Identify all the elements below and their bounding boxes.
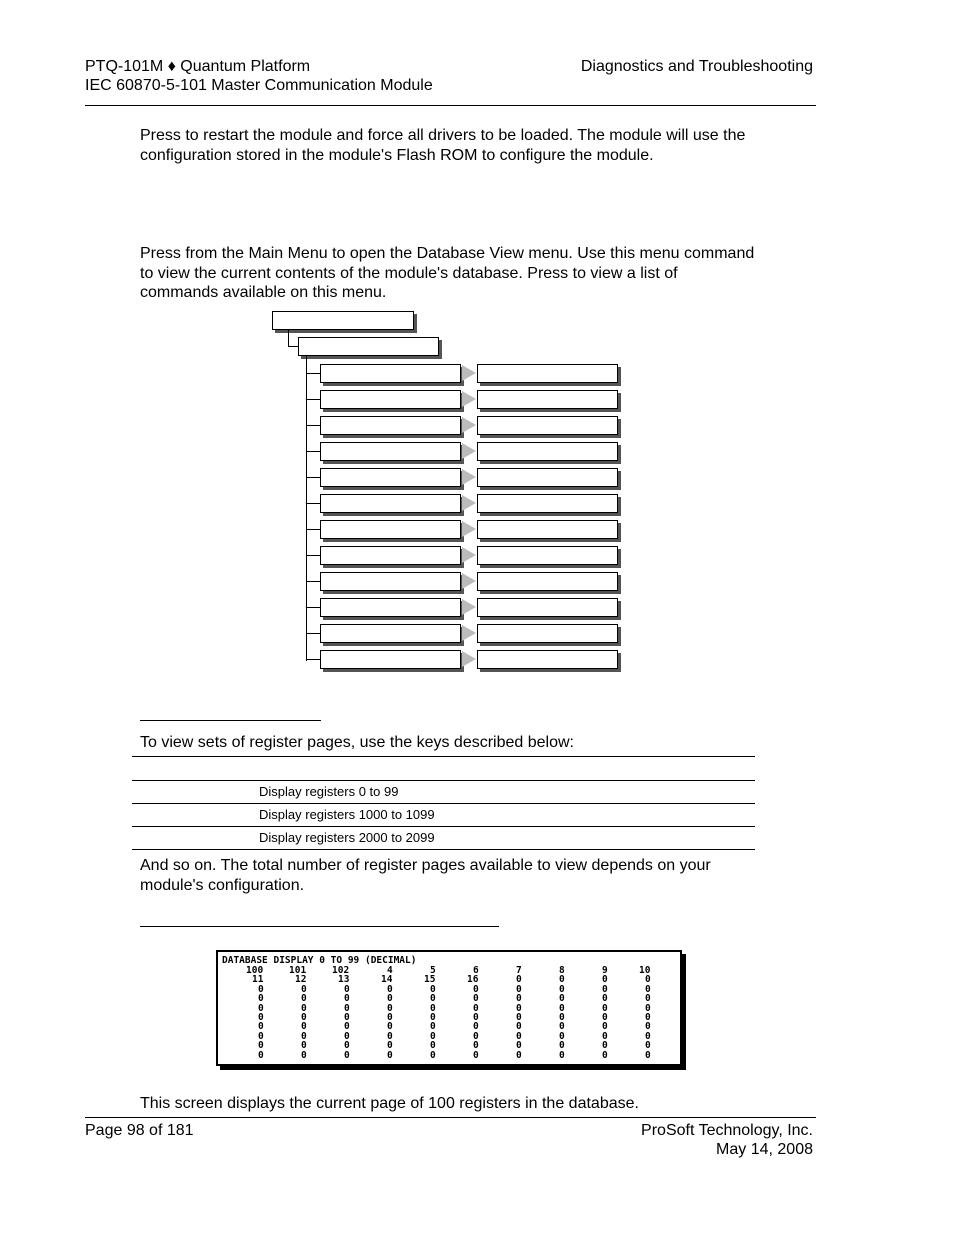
- tree-connector: [288, 330, 289, 347]
- tree-command-box: [320, 364, 461, 383]
- screen-cell: 0: [602, 1002, 608, 1014]
- screen-cell: 0: [430, 1030, 436, 1042]
- screen-cell: 0: [473, 1021, 479, 1033]
- tree-connector: [306, 555, 320, 556]
- screen-cell: 0: [602, 1040, 608, 1052]
- screen-cell: 0: [258, 983, 264, 995]
- screen-cell: 0: [602, 974, 608, 986]
- tree-result-box: [477, 494, 618, 513]
- screen-cell: 0: [344, 1021, 350, 1033]
- tree-arrow-icon: [462, 365, 476, 381]
- screen-cell: 0: [516, 1002, 522, 1014]
- screen-title: DATABASE DISPLAY 0 TO 99 (DECIMAL): [222, 955, 417, 966]
- table-rule: [132, 849, 755, 850]
- screen-cell: 0: [387, 1030, 393, 1042]
- database-display-screen: [216, 950, 682, 1066]
- screen-cell: 0: [645, 1040, 651, 1052]
- tree-arrow-icon: [462, 469, 476, 485]
- tree-result-box: [477, 598, 618, 617]
- tree-connector: [306, 373, 320, 374]
- tree-command-box: [320, 442, 461, 461]
- screen-cell: 0: [559, 1012, 565, 1023]
- screen-cell: 0: [559, 974, 565, 986]
- screen-cell: 4: [387, 965, 393, 976]
- table-row: Display registers 0 to 99: [259, 784, 399, 799]
- screen-cell: 0: [387, 1021, 393, 1033]
- tree-connector: [306, 503, 320, 504]
- screen-cell: 0: [559, 1040, 565, 1052]
- tree-command-box: [320, 624, 461, 643]
- screen-cell: 0: [516, 983, 522, 995]
- tree-result-box: [477, 624, 618, 643]
- screen-cell: 11: [252, 974, 264, 986]
- tree-arrow-icon: [462, 599, 476, 615]
- tree-connector: [306, 356, 307, 661]
- screen-cell: 0: [645, 1021, 651, 1033]
- screen-cell: 0: [602, 1012, 608, 1023]
- tree-root-box: [272, 311, 414, 330]
- tree-result-box: [477, 468, 618, 487]
- screen-cell: 0: [516, 1012, 522, 1023]
- screen-cell: 13: [338, 974, 350, 986]
- screen-cell: 0: [430, 1012, 436, 1023]
- screen-cell: 9: [602, 965, 608, 976]
- tree-result-box: [477, 546, 618, 565]
- tree-command-box: [320, 650, 461, 669]
- register-keys-intro: To view sets of register pages, use the keys described below:: [140, 734, 574, 751]
- table-rule: [132, 780, 755, 781]
- tree-command-box: [320, 572, 461, 591]
- screen-cell: 0: [430, 1021, 436, 1033]
- screen-cell: 0: [387, 1012, 393, 1023]
- screen-cell: 0: [301, 983, 307, 995]
- screen-cell: 0: [387, 993, 393, 1005]
- screen-cell: 0: [559, 1049, 565, 1061]
- screen-cell: 0: [473, 983, 479, 995]
- screen-cell: 0: [602, 993, 608, 1005]
- tree-connector: [306, 581, 320, 582]
- screen-cell: 0: [344, 1040, 350, 1052]
- screen-cell: 0: [344, 983, 350, 995]
- tree-command-box: [320, 546, 461, 565]
- table-rule: [132, 803, 755, 804]
- screen-cell: 7: [516, 965, 522, 976]
- section-underline: [140, 720, 321, 721]
- screen-cell: 0: [602, 1030, 608, 1042]
- tree-command-box: [320, 416, 461, 435]
- screen-cell: 0: [344, 1030, 350, 1042]
- tree-arrow-icon: [462, 417, 476, 433]
- screen-cell: 5: [430, 965, 436, 976]
- tree-arrow-icon: [462, 521, 476, 537]
- tree-command-box: [320, 520, 461, 539]
- footer-rule: [85, 1117, 816, 1118]
- tree-result-box: [477, 520, 618, 539]
- screen-cell: 0: [430, 1040, 436, 1052]
- screen-cell: 6: [473, 965, 479, 976]
- tree-connector: [306, 399, 320, 400]
- tree-connector: [306, 425, 320, 426]
- screen-cell: 0: [430, 993, 436, 1005]
- page-number: Page 98 of 181: [85, 1122, 194, 1139]
- section-underline: [140, 926, 499, 927]
- table-row: Display registers 2000 to 2099: [259, 830, 435, 845]
- screen-cell: 0: [344, 1012, 350, 1023]
- tree-arrow-icon: [462, 651, 476, 667]
- tree-connector: [306, 607, 320, 608]
- screen-cell: 0: [258, 1021, 264, 1033]
- screen-cell: 0: [516, 1030, 522, 1042]
- screen-cell: 0: [645, 993, 651, 1005]
- table-rule: [132, 756, 755, 757]
- screen-cell: 0: [473, 1002, 479, 1014]
- screen-cell: 14: [381, 974, 393, 986]
- screen-cell: 0: [473, 1040, 479, 1052]
- screen-cell: 0: [516, 993, 522, 1005]
- screen-cell: 0: [301, 1002, 307, 1014]
- screen-cell: 102: [332, 965, 350, 976]
- screen-cell: 0: [344, 993, 350, 1005]
- screen-cell: 0: [602, 1021, 608, 1033]
- screen-cell: 100: [246, 965, 264, 976]
- tree-connector: [306, 529, 320, 530]
- tree-arrow-icon: [462, 573, 476, 589]
- header-rule: [85, 105, 816, 106]
- screen-cell: 0: [258, 993, 264, 1005]
- screen-cell: 0: [301, 1049, 307, 1061]
- screen-cell: 12: [295, 974, 307, 986]
- screen-cell: 0: [344, 1049, 350, 1061]
- tree-arrow-icon: [462, 625, 476, 641]
- table-row: Display registers 1000 to 1099: [259, 807, 435, 822]
- screen-cell: 16: [467, 974, 479, 986]
- screen-cell: 0: [301, 1040, 307, 1052]
- screen-cell: 0: [258, 1049, 264, 1061]
- screen-cell: 0: [387, 1002, 393, 1014]
- screen-cell: 0: [645, 1049, 651, 1061]
- tree-result-box: [477, 416, 618, 435]
- screen-cell: 0: [344, 1002, 350, 1014]
- tree-connector: [306, 633, 320, 634]
- screen-cell: 0: [258, 1012, 264, 1023]
- screen-description: This screen displays the current page of 100 registers in the database.: [140, 1095, 639, 1112]
- screen-cell: 0: [473, 1030, 479, 1042]
- tree-submenu-box: [298, 337, 439, 356]
- tree-command-box: [320, 468, 461, 487]
- screen-cell: 0: [473, 993, 479, 1005]
- screen-cell: 0: [559, 1021, 565, 1033]
- tree-arrow-icon: [462, 443, 476, 459]
- screen-cell: 0: [430, 1049, 436, 1061]
- screen-cell: 101: [289, 965, 307, 976]
- screen-cell: 0: [602, 983, 608, 995]
- footer-date: May 14, 2008: [716, 1141, 813, 1158]
- screen-cell: 0: [602, 1049, 608, 1061]
- tree-result-box: [477, 442, 618, 461]
- header-module: IEC 60870-5-101 Master Communication Module: [85, 77, 433, 94]
- tree-result-box: [477, 390, 618, 409]
- tree-result-box: [477, 650, 618, 669]
- tree-connector: [306, 477, 320, 478]
- screen-cell: 0: [473, 1049, 479, 1061]
- screen-cell: 0: [258, 1030, 264, 1042]
- screen-cell: 0: [258, 1002, 264, 1014]
- screen-cell: 0: [430, 983, 436, 995]
- screen-cell: 0: [559, 983, 565, 995]
- screen-cell: 0: [559, 1030, 565, 1042]
- database-view-paragraph: Press from the Main Menu to open the Database View menu. Use this menu command to view the current contents of the module's database. Press to view a list of commands available on this menu.: [140, 245, 755, 301]
- screen-cell: 0: [301, 1012, 307, 1023]
- screen-cell: 15: [424, 974, 436, 986]
- screen-cell: 0: [301, 1021, 307, 1033]
- tree-command-box: [320, 390, 461, 409]
- screen-cell: 0: [430, 1002, 436, 1014]
- tree-command-box: [320, 494, 461, 513]
- restart-paragraph: Press to restart the module and force all drivers to be loaded. The module will use the configuration stored in the module's Flash ROM to configure the module.: [140, 127, 746, 164]
- tree-connector: [306, 451, 320, 452]
- screen-cell: 0: [387, 1049, 393, 1061]
- screen-cell: 0: [516, 1040, 522, 1052]
- tree-connector: [288, 346, 298, 347]
- tree-result-box: [477, 364, 618, 383]
- screen-cell: 0: [645, 1002, 651, 1014]
- screen-cell: 10: [639, 965, 651, 976]
- screen-cell: 0: [559, 1002, 565, 1014]
- screen-cell: 0: [645, 983, 651, 995]
- header-section: Diagnostics and Troubleshooting: [580, 58, 813, 75]
- screen-cell: 0: [301, 993, 307, 1005]
- tree-arrow-icon: [462, 495, 476, 511]
- tree-command-box: [320, 598, 461, 617]
- screen-cell: 0: [387, 1040, 393, 1052]
- screen-cell: 0: [387, 983, 393, 995]
- tree-arrow-icon: [462, 391, 476, 407]
- screen-cell: 0: [645, 1030, 651, 1042]
- screen-cell: 0: [559, 993, 565, 1005]
- screen-cell: 0: [645, 974, 651, 986]
- screen-cell: 0: [645, 1012, 651, 1023]
- footer-company: ProSoft Technology, Inc.: [641, 1122, 813, 1139]
- tree-connector: [306, 659, 320, 660]
- screen-cell: 0: [258, 1040, 264, 1052]
- tree-arrow-icon: [462, 547, 476, 563]
- tree-result-box: [477, 572, 618, 591]
- screen-cell: 0: [516, 1049, 522, 1061]
- screen-cell: 8: [559, 965, 565, 976]
- table-rule: [132, 826, 755, 827]
- screen-cell: 0: [516, 1021, 522, 1033]
- screen-cell: 0: [473, 1012, 479, 1023]
- register-pages-note: And so on. The total number of register pages available to view depends on your module's configuration.: [140, 857, 711, 894]
- screen-cell: 0: [516, 974, 522, 986]
- header-product: PTQ-101M ♦ Quantum Platform: [85, 58, 311, 75]
- screen-cell: 0: [301, 1030, 307, 1042]
